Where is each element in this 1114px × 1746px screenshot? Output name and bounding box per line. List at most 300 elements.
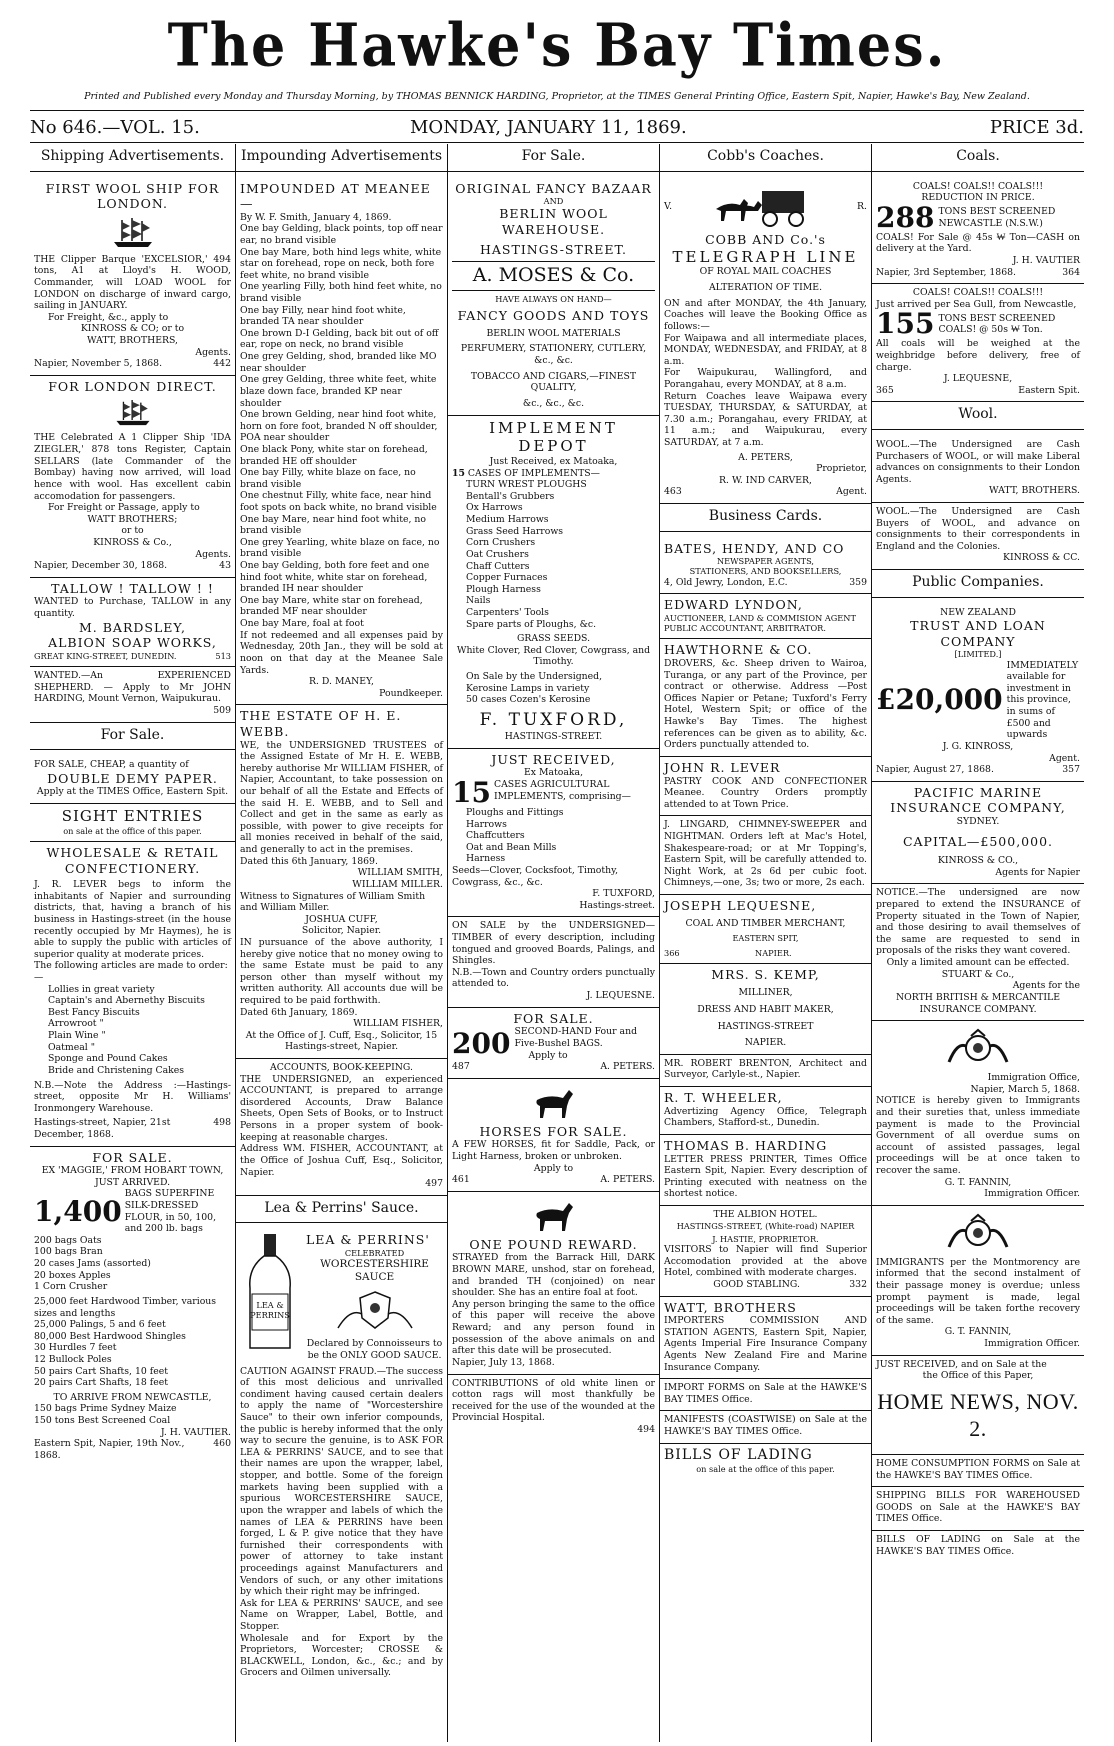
ad-line: TO ARRIVE FROM NEWCASTLE,	[53, 1391, 212, 1403]
ad-line: HAVE ALWAYS ON HAND—	[495, 294, 612, 304]
ad-line: NORTH BRITISH & MERCANTILE INSURANCE COMPANY.	[896, 991, 1060, 1015]
ad-body: For Waipawa and all intermediate places, MONDAY, WEDNESDAY, and FRIDAY, at 8 a.m.	[664, 332, 867, 367]
ad-title: WHOLESALE & RETAIL CONFECTIONERY.	[46, 844, 219, 876]
ad-line: OF ROYAL MAIL COACHES	[699, 266, 832, 278]
ad-name: A. PETERS.	[600, 1061, 655, 1073]
ad-number: 513	[215, 650, 231, 661]
column-impounding	[235, 144, 447, 1742]
issue-date: MONDAY, JANUARY 11, 1869.	[410, 117, 687, 138]
ad-line: Agents.	[195, 346, 231, 358]
ad-body: THE Clipper Barque 'EXCELSIOR,' 494 tons, A1 at Lloyd's H. WOOD, Commander, will LOAD WOOL for LONDON on discharge of inward cargo, sailing in JANUARY.	[34, 253, 231, 312]
ad-address: Address WM. FISHER, ACCOUNTANT, at the Office of Joshua Cuff, Esq., Solicitor, Napier.	[240, 1143, 443, 1178]
card-body: VISITORS to Napier will find Superior Accomodation provided at the above Hotel, combined with moderate charges.	[664, 1244, 867, 1279]
ad-brand: LEA & PERRINS'	[306, 1232, 430, 1248]
ad-line: WILLIAM SMITH,	[357, 867, 443, 879]
bottle-label: LEA & PERRINS	[250, 1299, 290, 1321]
ad-body: J. R. LEVER begs to inform the inhabitants of Napier and surrounding districts, that, having a branch of his business in Hastings-street (in the house recently occupied by Mr Haymes), he is able to supply the public with articles of superior quality at moderate prices.	[34, 879, 231, 960]
column-coaches	[659, 144, 871, 1742]
card-lequesne	[660, 895, 871, 964]
ad-line: KINROSS & CO; or to	[80, 323, 185, 335]
ad-line: NEW ZEALAND	[940, 606, 1016, 618]
card-body: Advertizing Agency Office, Telegraph Chambers, Stafford-st., Dunedin.	[664, 1105, 867, 1129]
ad-line: CELEBRATED	[344, 1247, 405, 1258]
ad-title: FOR SALE.	[513, 1010, 594, 1026]
ad-number: 461	[452, 1174, 470, 1186]
ad-confectionery	[30, 842, 235, 1147]
section-heading: Coals.	[872, 144, 1084, 172]
ad-line: TONS BEST SCREENED NEWCASTLE (N.S.W.)	[938, 206, 1056, 229]
ad-reward	[448, 1192, 659, 1375]
ad-body: THE Celebrated A 1 Clipper Ship 'IDA ZIEGLER,' 878 tons Register, Captain SELLARS (late Commander of the Bombay) having now arrived, will load hence with wool. Has excellent cabin accomodation for passengers.	[34, 432, 231, 502]
ad-role: Immigration Officer.	[984, 1338, 1080, 1350]
ad-body: WOOL.—The Undersigned are Cash Purchasers of WOOL, or will make Liberal advances on consignments to their London Agents.	[876, 438, 1080, 485]
card-brenton	[660, 1055, 871, 1087]
ad-line: Immigration Office,	[987, 1072, 1080, 1084]
card-line: COAL AND TIMBER MERCHANT,	[685, 917, 846, 929]
newspaper-title: The Hawke's Bay Times.	[167, 9, 947, 80]
sauce-bottle-icon	[240, 1232, 302, 1361]
ad-line: REDUCTION IN PRICE.	[921, 192, 1035, 204]
ad-line: PACIFIC MARINE INSURANCE COMPANY,	[890, 784, 1066, 816]
ad-title: IMPLEMENT DEPOT	[489, 418, 618, 456]
ad-name: F. TUXFORD,	[479, 709, 628, 730]
ad-line: Declared by Connoisseurs to be the ONLY GOOD SAUCE.	[306, 1338, 443, 1361]
ad-number: 365	[876, 384, 894, 396]
ad-number: 332	[849, 1278, 867, 1290]
ad-fancy-bazaar	[448, 178, 659, 416]
card-body: IMPORT FORMS on Sale at the HAWKE'S BAY TIMES Office.	[664, 1382, 867, 1405]
ad-title: TALLOW ! TALLOW ! !	[51, 580, 214, 596]
card-line: EASTERN SPIT,	[732, 933, 799, 944]
ad-coals-vautier	[872, 178, 1084, 285]
ad-timber	[448, 917, 659, 1007]
card-name: WATT, BROTHERS	[664, 1299, 797, 1315]
ad-footer: Napier, July 13, 1868.	[452, 1356, 555, 1368]
ad-name: STUART & Co.,	[941, 968, 1015, 980]
ad-number: 487	[452, 1061, 470, 1073]
ad-title: SIGHT ENTRIES	[61, 806, 204, 825]
ad-shepherd	[30, 667, 235, 722]
ad-big-number: £20,000	[876, 683, 1003, 717]
ad-name: J. H. VAUTIER	[1012, 254, 1080, 266]
ad-items: Ploughs and Fittings Harrows Chaffcutters Oat and Bean Mills Harness	[466, 806, 564, 865]
section-heading: For Sale.	[448, 144, 659, 172]
ad-name: G. T. FANNIN,	[944, 1326, 1012, 1338]
card-line: MILLINER,	[738, 987, 793, 999]
ad-body: Just arrived per Sea Gull, from Newcastle,	[876, 298, 1077, 310]
ad-manifests	[660, 1411, 871, 1443]
card-hawthorne	[660, 639, 871, 757]
ad-title: COALS! COALS!! COALS!!!	[912, 287, 1044, 299]
ad-line: BAGS SUPERFINE SILK-DRESSED FLOUR, in 50, 100, and 200 lb. bags	[124, 1188, 217, 1235]
card-line: DRESS AND HABIT MAKER,	[697, 1004, 834, 1015]
ad-body: BILLS OF LADING on Sale at the HAWKE'S BAY TIMES Office.	[876, 1533, 1080, 1557]
ship-icon	[34, 216, 231, 250]
ad-body: COALS! For Sale @ 45s ₩ Ton—CASH on delivery at the Yard.	[876, 231, 1080, 255]
ad-address: GREAT KING-STREET, DUNEDIN.	[34, 650, 177, 661]
ad-line: Ex Matoaka,	[523, 767, 584, 779]
ad-title: COALS! COALS!! COALS!!!	[912, 180, 1044, 192]
ad-line: FANCY GOODS AND TOYS	[457, 308, 650, 324]
ad-body: Only a limited amount can be effected.	[886, 957, 1070, 969]
ad-body: IN pursuance of the above authority, I hereby give notice that no money owing to the same Estate must be paid to any person other than myself without my written authority. All accounts due will be required to be paid forthwith.	[240, 936, 443, 1006]
ad-title: ONE POUND REWARD.	[469, 1236, 638, 1252]
ad-flour	[30, 1147, 235, 1467]
ad-line: AND	[543, 196, 564, 207]
ad-line: Seeds—Clover, Cocksfoot, Timothy, Cowgrass, &c., &c.	[452, 864, 619, 888]
ad-address: At the Office of J. Cuff, Esq., Solicitor, 15 Hastings-street, Napier.	[245, 1029, 438, 1053]
ad-body: CONTRIBUTIONS of old white linen or cotton rags will most thankfully be received for the use of the wounded at the Provincial Hospital.	[452, 1377, 655, 1424]
ad-line: Apply to	[528, 1049, 568, 1061]
ad-line: CASES AGRICULTURAL IMPLEMENTS, comprising—	[493, 778, 631, 802]
card-name: BILLS OF LADING	[664, 1446, 813, 1463]
ad-line: CASES OF IMPLEMENTS—	[467, 467, 600, 479]
card-albion-hotel	[660, 1206, 871, 1297]
ad-cobb-coaches	[660, 178, 871, 505]
dateline-rule	[30, 142, 1084, 143]
ad-footer: Napier, November 5, 1868.	[34, 358, 163, 370]
card-name: MRS. S. KEMP,	[711, 966, 820, 982]
ad-shipping-bills	[872, 1487, 1084, 1531]
ad-body: WANTED.—An EXPERIENCED SHEPHERD. — Apply to Mr JOHN HARDING, Mount Vernon, Waipukurau.	[34, 670, 231, 705]
ad-line: Agents.	[195, 548, 231, 560]
ad-immigrants-notice	[872, 1021, 1084, 1206]
ad-number: 498	[213, 1117, 231, 1129]
section-heading: Cobb's Coaches.	[660, 144, 871, 172]
ad-body: SECOND-HAND Four and Five-Bushel BAGS.	[514, 1026, 638, 1049]
card-harding	[660, 1135, 871, 1206]
ad-role: Agents for the	[1012, 980, 1080, 992]
ad-line: CAPITAL—£500,000.	[902, 833, 1054, 849]
ad-body: FOR SALE, CHEAP, a quantity of	[34, 759, 189, 771]
ad-name: G. T. FANNIN,	[944, 1176, 1012, 1188]
ad-body: WE, the UNDERSIGNED TRUSTEES of the Assigned Estate of Mr H. E. WEBB, hereby authorise Mr WILLIAM FISHER, of Napier, Accountant, to take possession on our behalf of all the Estate and Effects of the said H. E. WEBB, and to Sell and Collect and get in the same as early as possible, with power to give receipts for all monies received in behalf of the said, and generally to act in the premises.	[240, 739, 443, 856]
crest-icon	[306, 1288, 443, 1334]
card-body: MR. ROBERT BRENTON, Architect and Surveyor, Carlyle-st., Napier.	[664, 1057, 867, 1081]
ad-line: PERFUMERY, STATIONERY, CUTLERY, &c., &c.	[460, 343, 647, 367]
section-heading: Lea & Perrins' Sauce.	[236, 1196, 447, 1224]
section-heading: Impounding Advertisements	[236, 144, 447, 172]
card-name: JOHN R. LEVER	[664, 759, 781, 775]
ad-number: 509	[213, 704, 231, 716]
ad-line: Just Received, ex Matoaka,	[489, 456, 618, 468]
section-heading: For Sale.	[30, 723, 235, 751]
column-shipping	[30, 144, 235, 1742]
page-columns	[30, 144, 1084, 1742]
ad-line: For Freight, &c., apply to	[48, 311, 169, 323]
ad-footer: Napier, August 27, 1868.	[876, 764, 994, 776]
ad-items: On Sale by the Undersigned, Kerosine Lamps in variety 50 cases Cozen's Kerosine	[466, 671, 603, 706]
ship-icon	[34, 398, 231, 428]
ad-number: 497	[425, 1178, 443, 1190]
ad-title: TELEGRAPH LINE	[672, 247, 859, 266]
ad-headline: HOME NEWS, NOV. 2.	[877, 1388, 1079, 1442]
card-line: NAPIER.	[744, 1037, 787, 1049]
ad-body: WOOL.—The Undersigned are Cash Buyers of WOOL, and advance on consignments to their correspondents in England and the Colonies.	[876, 505, 1080, 552]
ad-webb-estate	[236, 705, 447, 1059]
masthead	[0, 0, 1114, 88]
ad-lea-perrins	[236, 1229, 447, 1684]
ad-name: KINROSS & CC.	[1003, 552, 1080, 564]
ad-impounded	[236, 178, 447, 706]
ad-footer: Napier, December 30, 1868.	[34, 560, 168, 572]
ad-line: HASTINGS-STREET.	[480, 241, 627, 257]
ad-number: 366	[664, 947, 680, 958]
ad-wool-kinross	[872, 503, 1084, 570]
top-rule	[30, 110, 1084, 111]
card-name: BATES, HENDY, AND CO	[664, 540, 845, 556]
ad-line: EX 'MAGGIE,' FROM HOBART TOWN,	[41, 1165, 224, 1177]
imprint-line: Printed and Published every Monday and Thursday Morning, by THOMAS BENNICK HARDING, Proprietor, at the TIMES General Printing Office, Eastern Spit, Napier, Hawke's Bay, New Zealand.	[84, 91, 1030, 102]
card-name: THOMAS B. HARDING	[664, 1137, 828, 1153]
ad-footer: Hastings-street, Napier, 21st December, 1868.	[34, 1117, 171, 1140]
ad-sub: on sale at the office of this paper.	[63, 825, 202, 836]
ad-body: All coals will be weighed at the weighbridge before delivery, free of charge.	[876, 338, 1080, 373]
ad-montmorency	[872, 1206, 1084, 1356]
ad-body: THE UNDERSIGNED, an experienced ACCOUNTANT, is prepared to arrange disordered Accounts, Draw Balance Sheets, Open Sets of Books, or to Instruct Persons in a proper system of book-keeping at reasonable charges.	[240, 1073, 443, 1143]
ad-items: 150 bags Prime Sydney Maize 150 tons Best Screened Coal	[34, 1403, 177, 1426]
ad-name: COBB AND Co.'s	[705, 232, 826, 248]
ad-role: Poundkeeper.	[379, 687, 443, 699]
card-line: on sale at the office of this paper.	[696, 1464, 835, 1475]
ad-name: J. LEQUESNE,	[943, 373, 1013, 385]
ad-line: JUST ARRIVED.	[94, 1176, 171, 1188]
ad-name: F. TUXFORD,	[592, 888, 655, 900]
card-line: GOOD STABLING.	[713, 1278, 800, 1290]
royal-crest-icon	[876, 1213, 1080, 1253]
ad-number: 494	[637, 1423, 655, 1435]
ad-role: Proprietor,	[816, 463, 867, 475]
ad-letter: R.	[857, 200, 867, 212]
ad-big-number: 288	[876, 200, 935, 234]
ad-body: ON and after MONDAY, the 4th January, Coaches will leave the Booking Office as follows:—	[664, 297, 867, 332]
ad-name: R. D. MANEY,	[309, 676, 374, 688]
card-watt-brothers	[660, 1297, 871, 1380]
ad-bills-lading-2	[872, 1531, 1084, 1562]
section-heading: Business Cards.	[660, 504, 871, 532]
ad-number: 460	[213, 1438, 231, 1450]
card-line: NAPIER.	[755, 947, 792, 958]
ad-name: A. MOSES & Co.	[452, 261, 655, 291]
card-line: J. HASTIE, PROPRIETOR.	[712, 1233, 819, 1244]
ad-body: Any person bringing the same to the office of this paper will receive the above Reward; and any person found in possession of the above animals on and after this date will be prosecuted.	[452, 1298, 655, 1357]
ad-number: 463	[664, 486, 682, 498]
section-heading: Shipping Advertisements.	[30, 144, 235, 172]
ad-name: J. G. KINROSS,	[942, 740, 1014, 752]
royal-crest-icon	[876, 1028, 1080, 1068]
ad-number: 442	[213, 358, 231, 370]
ad-line: Wholesale and for Export by the Proprietors, Worcester; CROSSE & BLACKWELL, London, &c., &c.; and by Grocers and Oilmen universally.	[240, 1632, 443, 1679]
card-kemp	[660, 964, 871, 1055]
ad-body: For Waipukurau, Wallingford, and Porangahau, every MONDAY, at 8 a.m.	[664, 367, 867, 390]
ad-big-number: 155	[876, 307, 935, 341]
ad-intro: The following articles are made to order:—	[34, 960, 228, 984]
ad-line: White Clover, Red Clover, Cowgrass, and Timothy.	[456, 644, 651, 668]
ad-number: 357	[1062, 764, 1080, 776]
card-name: JOSEPH LEQUESNE,	[664, 898, 817, 914]
ad-body: ON SALE by the UNDERSIGNED—TIMBER of every description, including tongued and grooved Boards, Palings, and Shingles.	[452, 920, 655, 967]
ad-body: Return Coaches leave Waipawa every TUESDAY, THURSDAY, & SATURDAY, at 7.30 a.m.; Porangahau, every FRIDAY, at 11 a.m.; and Waipukurau, every SATURDAY, at 7 a.m.	[664, 390, 867, 449]
ad-wool-ship	[30, 178, 235, 376]
card-lingard	[660, 816, 871, 895]
card-body: AUCTIONEER, LAND & COMMISION AGENT PUBLIC ACCOUNTANT, ARBITRATOR.	[664, 612, 856, 634]
card-name: R. T. WHEELER,	[664, 1090, 783, 1106]
ad-footer: Eastern Spit, Napier, 19th Nov., 1868.	[34, 1438, 185, 1461]
card-address: 4, Old Jewry, London, E.C.	[664, 576, 788, 588]
dateline	[30, 114, 1084, 140]
ad-insurance-notice	[872, 884, 1084, 1021]
ad-role: Agents for Napier	[995, 866, 1080, 878]
ad-bills-of-lading	[660, 1444, 871, 1480]
ad-name: KINROSS & CO.,	[937, 855, 1019, 867]
ad-body: WANTED to Purchase, TALLOW in any quantity.	[34, 596, 231, 620]
ad-note: N.B.—Note the Address :—Hastings-street, opposite Mr H. Williams' Ironmongery Warehouse.	[34, 1079, 231, 1114]
ad-line: ORIGINAL FANCY BAZAAR	[455, 180, 652, 196]
ad-footer: Napier, 3rd September, 1868.	[876, 266, 1016, 278]
ad-line: BERLIN WOOL MATERIALS	[486, 327, 621, 339]
ad-item: DOUBLE DEMY PAPER.	[47, 770, 218, 786]
ad-body: CAUTION AGAINST FRAUD.—The success of this most delicious and unrivalled condiment having caused certain dealers to apply the name of "Worcestershire Sauce" to their own inferior compounds, the public is hereby informed that the only way to secure the genuine, is to ASK FOR LEA & PERRINS' SAUCE, and to see that their names are upon the wrapper, label, stopper, and bottle. Some of the foreign markets having been supplied with a spurious WORCESTERSHIRE SAUCE, upon the wrapper and labels of which the names of LEA & PERRINS have been forged, L & P. give notice that they have furnished their correspondents with power of attorney to take instant proceedings against Manufacturers and Vendors of such, or any other imitations by which their right may be infringed.	[240, 1365, 443, 1598]
ad-bags	[448, 1008, 659, 1079]
ad-role: Immigration Officer.	[984, 1188, 1080, 1200]
ad-line: Dated this 6th January, 1869.	[240, 855, 378, 867]
ad-conditions: If not redeemed and all expenses paid by Wednesday, 20th Jan., they will be sold at noon on that day at the Meanee Sale Yards.	[240, 629, 443, 676]
ad-note: N.B.—Town and Country orders punctually attended to.	[452, 966, 655, 990]
ad-line: WATT BROTHERS;	[87, 513, 178, 525]
coach-icon	[710, 181, 820, 233]
ad-line: BERLIN WOOL WAREHOUSE.	[499, 206, 608, 237]
ad-title: THE ESTATE OF H. E. WEBB.	[240, 708, 402, 739]
card-body: LETTER PRESS PRINTER, Times Office Eastern Spit, Napier. Every description of Printing executed with neatness on the shortest notice.	[664, 1153, 867, 1200]
ad-line: Apply to	[533, 1162, 574, 1174]
card-name: HAWTHORNE & CO.	[664, 642, 813, 658]
ad-big-number: 200	[452, 1026, 511, 1060]
ad-title: FIRST WOOL SHIP FOR LONDON.	[45, 180, 220, 212]
ad-home-consumption	[872, 1455, 1084, 1487]
card-bates-hendy	[660, 538, 871, 595]
column-for-sale	[447, 144, 659, 1742]
issue-price: PRICE 3d.	[989, 117, 1084, 138]
card-body: IMPORTERS COMMISSION AND STATION AGENTS, Eastern Spit, Napier, Agents Imperial Fire Insurance Company Agents New Zealand Fire and Marine Insurance Company.	[664, 1315, 867, 1373]
card-address: HASTINGS-STREET, (White-road) NAPIER	[676, 1220, 855, 1231]
ad-items: TURN WREST PLOUGHS Bentall's Grubbers Ox Harrows Medium Harrows Grass Seed Harrows Corn Crushers Oat Crushers Chaff Cutters Copper Furnaces Plough Harness Nails Carpenters' Tools Spare parts of Ploughs, &c.	[466, 479, 597, 630]
card-body: J. LINGARD, CHIMNEY-SWEEPER and NIGHTMAN. Orders left at Mac's Hotel, Shakespeare-road; or at Mr Topping's, Eastern Spit, will be carefully attended to. Night Work, at 2s 6d per cubic foot. Chimneys,—one, 3s; two or more, 2s each.	[664, 819, 867, 889]
ad-body: HOME CONSUMPTION FORMS on Sale at the HAWKE'S BAY TIMES Office.	[876, 1457, 1080, 1481]
issue-number: No 646.—VOL. 15.	[30, 117, 200, 138]
ad-firm: ALBION SOAP WORKS,	[48, 635, 217, 651]
ad-number: 43	[219, 560, 231, 572]
ad-line: the Office of this Paper,	[922, 1370, 1034, 1382]
card-name: EDWARD LYNDON,	[664, 597, 803, 613]
ad-body: NOTICE is hereby given to Immigrants and their sureties that, unless immediate payment is made to the Provincial Government of all overdue sums on account of assisted passages, legal proceedings will be at once taken to recover the same.	[876, 1095, 1080, 1176]
ad-title: IMPOUNDED AT MEANEE—	[240, 180, 431, 212]
ad-title: FOR SALE.	[92, 1149, 173, 1165]
horse-icon	[452, 1086, 655, 1120]
ad-role: Agent.	[1049, 752, 1080, 764]
ad-line: Solicitor, Napier.	[301, 925, 382, 937]
ad-name: J. LEQUESNE.	[586, 990, 655, 1002]
card-lyndon	[660, 594, 871, 639]
card-name: THE ALBION HOTEL.	[713, 1208, 818, 1220]
section-heading: Wool.	[872, 402, 1084, 430]
ad-title: JUST RECEIVED,	[491, 751, 616, 767]
ad-title: FOR LONDON DIRECT.	[48, 378, 217, 394]
ad-line: or to	[121, 525, 144, 537]
ad-big-number: 1,400	[34, 1194, 122, 1228]
ad-line: Witness to Signatures of William Smith and William Miller.	[240, 890, 426, 914]
ad-footer: Apply at the TIMES Office, Eastern Spit.	[36, 786, 229, 798]
ad-pacific-marine	[872, 782, 1084, 885]
ad-sight-entries	[30, 804, 235, 842]
column-coals	[871, 144, 1084, 1742]
ad-trust-loan	[872, 604, 1084, 782]
ad-home-news	[872, 1356, 1084, 1455]
ad-role: Agent.	[836, 486, 867, 498]
ad-body: By W. F. Smith, January 4, 1869. One bay Gelding, black points, top off near ear, no brand visible One bay Mare, both hind legs white, white star on forehead, rope on neck, both fore feet white, no brand visible One yearling Filly, both hind feet white, no brand visible One bay Filly, near hind foot white, branded TA near shoulder One brown D-I Gelding, back bit out of off ear, rope on neck, no brand visible One grey Gelding, shod, branded like MO near shoulder One grey Gelding, three white feet, white blaze down face, branded KP near shoulder One brown Gelding, near hind foot white, horn on fore foot, branded N off shoulder, POA near shoulder One black Pony, white star on forehead, branded HE off shoulder One bay Filly, white blaze on face, no brand visible One chestnut Filly, white face, near hind foot spots on back white, no brand visible One bay Mare, near hind foot white, no brand visible One grey Yearling, white blaze on face, no brand visible One bay Gelding, both fore feet and one hind foot white, white star on forehead, branded IH near shoulder One bay Mare, white star on forehead, branded MF near shoulder One bay Mare, foal at foot	[240, 211, 443, 630]
card-body: DROVERS, &c. Sheep driven to Wairoa, Turanga, or any part of the Province, per contract or otherwise. Address —Post Offices Napier or Petane; Tuxford's Ferry Hotel, Western Spit; or office of the Hawke's Bay Times. The highest references can be given as to ability, &c. Orders punctually attended to.	[664, 658, 867, 751]
ad-line: IMMEDIATELY available for investment in this province, in sums of £500 and upwards	[1006, 659, 1079, 741]
ad-line: TONS BEST SCREENED COALS! @ 50s ₩ Ton.	[938, 312, 1056, 336]
card-line: HASTINGS-STREET	[717, 1020, 814, 1032]
ad-items: Lollies in great variety Captain's and Abernethy Biscuits Best Fancy Biscuits Arrowroot " Plain Wine " Oatmeal " Sponge and Pound Cakes Bride and Christening Cakes	[48, 983, 205, 1076]
ad-line: TRUST AND LOAN COMPANY	[910, 618, 1046, 649]
ad-name: WATT, BROTHERS.	[989, 485, 1080, 497]
ad-line: KINROSS & Co.,	[93, 536, 172, 548]
ad-wool-watt	[872, 436, 1084, 503]
ad-line: Ask for LEA & PERRINS' SAUCE, and see Name on Wrapper, Label, Bottle, and Stopper.	[240, 1597, 443, 1632]
card-body: PASTRY COOK AND CONFECTIONER Meanee. Country Orders promptly attended to at Town Price.	[664, 775, 867, 810]
ad-product: WORCESTERSHIRE SAUCE	[320, 1258, 429, 1284]
horse-icon	[452, 1199, 655, 1233]
ad-body: SHIPPING BILLS FOR WAREHOUSED GOODS on Sale at the HAWKE'S BAY TIMES Office.	[876, 1490, 1080, 1525]
ad-number: 364	[1062, 266, 1080, 278]
ad-horses	[448, 1079, 659, 1192]
ad-body: JUST RECEIVED, and on Sale at the	[876, 1358, 1047, 1370]
ad-number: 15	[452, 467, 465, 479]
ad-bookkeeping	[236, 1059, 447, 1196]
ad-line: WILLIAM MILLER.	[352, 878, 443, 890]
ad-tallow	[30, 578, 235, 667]
ad-address: Hastings-street.	[579, 899, 655, 911]
ad-address: Eastern Spit.	[1018, 384, 1080, 396]
ad-line: Napier, March 5, 1868.	[970, 1083, 1080, 1095]
section-heading: Public Companies.	[872, 570, 1084, 598]
ad-name: A. PETERS.	[600, 1174, 655, 1186]
ad-name: A. PETERS,	[738, 451, 793, 463]
ad-items: 200 bags Oats 100 bags Bran 20 cases Jams (assorted) 20 boxes Apples 1 Corn Crusher	[34, 1234, 151, 1293]
ad-letter: V.	[664, 200, 673, 212]
card-body: MANIFESTS (COASTWISE) on Sale at the HAWKE'S BAY TIMES Office.	[664, 1414, 867, 1437]
ad-title: ACCOUNTS, BOOK-KEEPING.	[270, 1062, 413, 1074]
ad-line: JOSHUA CUFF,	[305, 913, 378, 925]
card-line: STATIONERS, AND BOOKSELLERS,	[689, 566, 842, 577]
ad-line: WATT, BROTHERS,	[87, 335, 178, 347]
ad-just-received	[448, 749, 659, 918]
ad-line: SYDNEY.	[956, 815, 1000, 827]
ad-line: &c., &c., &c.	[522, 397, 585, 409]
ad-big-number: 15	[452, 775, 491, 809]
ad-line: WILLIAM FISHER,	[353, 1018, 443, 1030]
ad-name: J. H. VAUTIER.	[160, 1426, 231, 1438]
ad-name: M. BARDSLEY,	[79, 619, 186, 635]
ad-line: Dated 6th January, 1869.	[240, 1006, 358, 1018]
ad-demy-paper	[30, 756, 235, 804]
ad-body: IMMIGRANTS per the Montmorency are informed that the second instalment of their passage money is overdue; unless prompt payment is made, legal proceedings will be taken forthe recovery of the same.	[876, 1256, 1080, 1326]
ad-body: STRAYED from the Barrack Hill, DARK BROWN MARE, unshod, star on forehead, and branded TH (conjoined) on near shoulder. She has an entire foal at foot.	[452, 1252, 655, 1299]
ad-coals-lequesne	[872, 284, 1084, 402]
ad-line: ALTERATION OF TIME.	[708, 282, 823, 294]
ad-line: [LIMITED.]	[954, 649, 1002, 660]
